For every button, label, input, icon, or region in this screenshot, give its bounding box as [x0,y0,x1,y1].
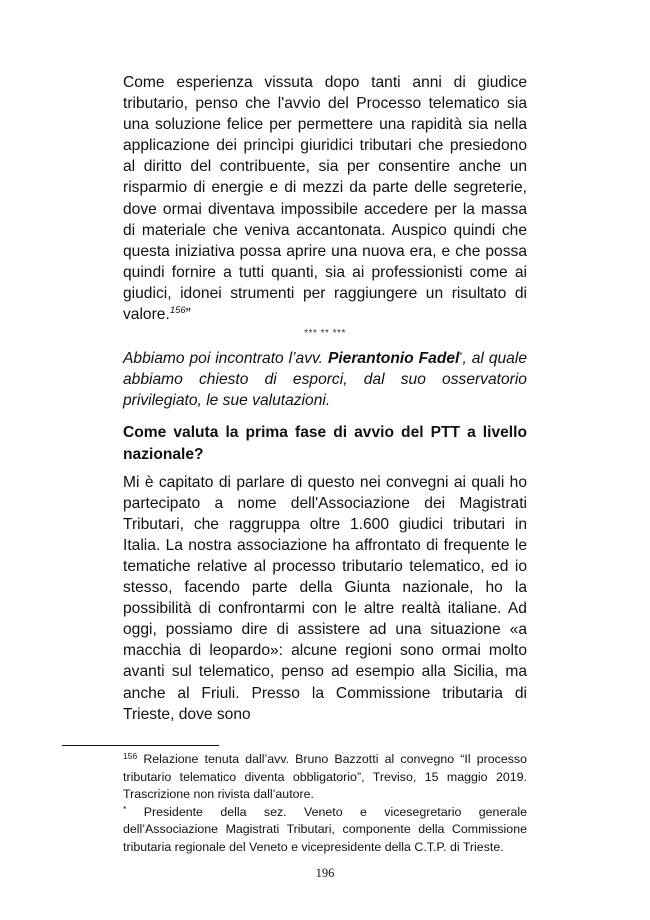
footnote-marker: * [123,803,127,814]
footnote-marker: 156 [123,751,138,761]
interview-answer: Mi è capitato di parlare di questo nei convegni ai quali ho partecipato a nome dell'Associazione dei Magistrati Tributari, che raggruppa oltre 1.600 giudici tributari in Italia. La nostra associazione ha affrontato di frequente le tematiche relative al processo tributario telematico, ed io stesso, facendo parte della Giunta nazionale, ho la possibilità di confrontarmi con le altre realtà italiane. Ad oggi, possiamo dire di assistere ad una situazione «a macchia di leopardo»: alcune regioni sono ormai molto avanti sul telematico, penso ad esempio alla Sicilia, ma anche al Friuli. Presso la Commissione tributaria di Trieste, dove sono [123,473,527,723]
page-number: 196 [315,866,335,880]
footnote-star [123,804,527,857]
quote-paragraph [123,72,527,325]
footnote-divider [62,745,219,746]
main-text [123,72,527,725]
footnote-ref-156[interactable]: 156 [169,305,186,317]
interviewee-name: Pierantonio Fadel [327,350,460,368]
section-separator: *** ** *** [304,328,346,340]
footnote-156 [123,751,527,804]
interview-intro: Abbiamo poi incontrato l’avv. Pierantonio Fadel*, al quale abbiamo chiesto di esporci, dal suo osservatorio privilegiato, le sue valutazioni. [123,350,527,410]
footnotes [123,751,527,857]
interview-question: Come valuta la prima fase di avvio del PTT a livello nazionale? [123,424,527,463]
footnote-text: Presidente della sez. Veneto e vicesegretario generale dell’Associazione Magistrati Tributari, componente della Commissione tributaria regionale del Veneto e vicepresidente della C.T.P. di Trieste. [123,804,527,854]
footnote-ref-star[interactable]: * [459,351,463,361]
footnote-text: Relazione tenuta dall’avv. Bruno Bazzotti al convegno “Il processo tributario telematico diventa obbligatorio”, Treviso, 15 maggio 2019. Trascrizione non rivista dall’autore. [123,752,527,802]
closing-quote: ” [185,306,191,324]
quote-text: Come esperienza vissuta dopo tanti anni di giudice tributario, penso che l'avvio del Processo telematico sia una soluzione felice per permettere una rapidità sia nella applicazione dei princìpi giuridici tributari che presiedono al diritto del contribuente, sia per consentire anche un risparmio di energie e di mezzi da parte delle segreterie, dove ormai diventava impossibile accedere per la massa di materiale che veniva accantonata. Auspico quindi che questa iniziativa possa aprire una nuova era, e che possa quindi fornire a tutti quanti, sia ai professionisti come ai giudici, idonei strumenti per raggiungere un risultato di valore. [123,74,527,324]
